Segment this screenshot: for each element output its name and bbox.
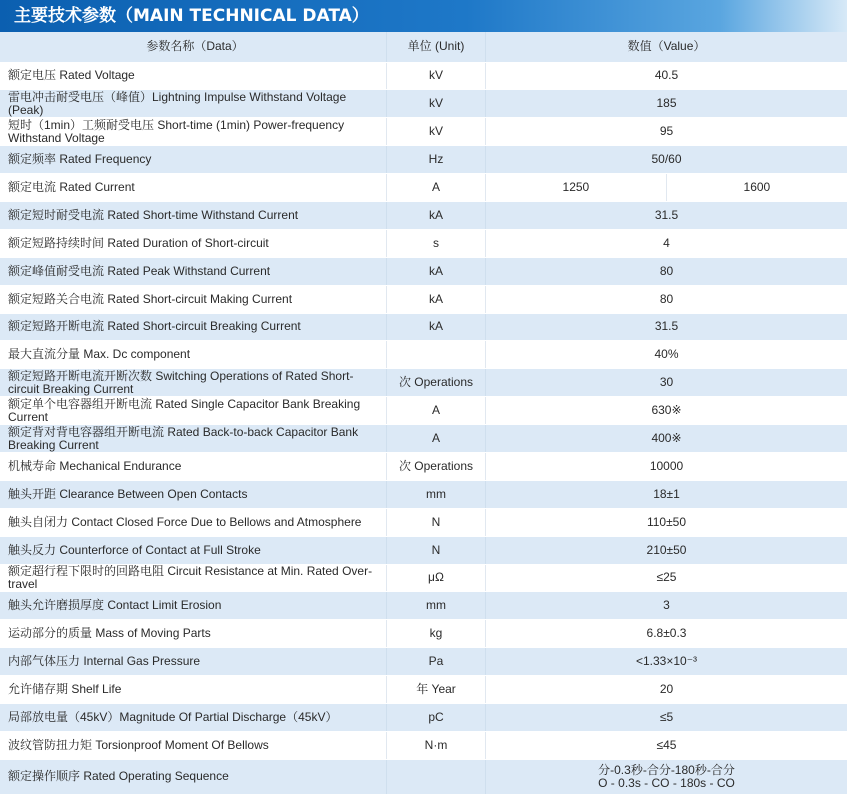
parameter-unit: s — [387, 229, 486, 257]
table-row — [0, 703, 847, 731]
parameter-value-line2: O - 0.3s - CO - 180s - CO — [598, 775, 735, 790]
parameter-name: 额定频率 Rated Frequency — [0, 146, 387, 174]
parameter-value: 10000 — [486, 452, 847, 480]
table-row — [0, 90, 847, 118]
parameter-name: 额定短路开断电流 Rated Short-circuit Breaking Current — [0, 313, 387, 341]
table-row — [0, 759, 847, 794]
table-row — [0, 508, 847, 536]
parameter-unit: 次 Operations — [387, 452, 486, 480]
parameter-unit: kV — [387, 90, 486, 118]
parameter-unit: Pa — [387, 648, 486, 676]
table-row — [0, 425, 847, 453]
technical-data-table — [0, 32, 847, 795]
parameter-unit: kg — [387, 620, 486, 648]
parameter-value: 6.8±0.3 — [486, 620, 847, 648]
column-header-value: 数值（Value） — [486, 32, 847, 62]
table-row — [0, 146, 847, 174]
parameter-value: 40.5 — [486, 62, 847, 90]
parameter-value: 110±50 — [486, 508, 847, 536]
table-row — [0, 452, 847, 480]
parameter-value: 3 — [486, 592, 847, 620]
page-title: 主要技术参数（MAIN TECHNICAL DATA） — [0, 0, 847, 32]
parameter-name: 允许储存期 Shelf Life — [0, 676, 387, 704]
parameter-value: 630※ — [486, 397, 847, 425]
table-row — [0, 620, 847, 648]
table-row — [0, 229, 847, 257]
parameter-value-line1: 分-0.3秒-合分-180秒-合分 — [598, 762, 735, 777]
parameter-name: 额定背对背电容器组开断电流 Rated Back-to-back Capacitor Bank Breaking Current — [0, 425, 387, 453]
parameter-value: 95 — [486, 118, 847, 146]
parameter-unit: N·m — [387, 731, 486, 759]
table-row — [0, 731, 847, 759]
parameter-name: 最大直流分量 Max. Dc component — [0, 341, 387, 369]
parameter-name: 额定单个电容器组开断电流 Rated Single Capacitor Bank Breaking Current — [0, 397, 387, 425]
parameter-value: ≤5 — [486, 703, 847, 731]
table-row — [0, 480, 847, 508]
parameter-name: 运动部分的质量 Mass of Moving Parts — [0, 620, 387, 648]
parameter-unit: A — [387, 174, 486, 202]
parameter-name: 雷电冲击耐受电压（峰值）Lightning Impulse Withstand Voltage (Peak) — [0, 90, 387, 118]
parameter-name: 波纹管防扭力矩 Torsionproof Moment Of Bellows — [0, 731, 387, 759]
table-row — [0, 257, 847, 285]
parameter-value: ≤25 — [486, 564, 847, 592]
parameter-value: <1.33×10⁻³ — [486, 648, 847, 676]
table-row — [0, 201, 847, 229]
parameter-unit: kV — [387, 62, 486, 90]
parameter-unit: kA — [387, 257, 486, 285]
table-row — [0, 62, 847, 90]
parameter-value: 31.5 — [486, 313, 847, 341]
parameter-name: 额定峰值耐受电流 Rated Peak Withstand Current — [0, 257, 387, 285]
parameter-unit: 次 Operations — [387, 369, 486, 397]
table-row — [0, 536, 847, 564]
table-row — [0, 341, 847, 369]
table-row — [0, 285, 847, 313]
parameter-value: 400※ — [486, 425, 847, 453]
parameter-unit: N — [387, 508, 486, 536]
parameter-value-alt: 1600 — [666, 174, 847, 202]
parameter-name: 触头自闭力 Contact Closed Force Due to Bellows and Atmosphere — [0, 508, 387, 536]
table-row — [0, 118, 847, 146]
parameter-unit — [387, 759, 486, 794]
parameter-name: 局部放电量（45kV）Magnitude Of Partial Discharge（45kV） — [0, 703, 387, 731]
table-row — [0, 564, 847, 592]
parameter-unit: 年 Year — [387, 676, 486, 704]
parameter-value: 31.5 — [486, 201, 847, 229]
parameter-unit — [387, 341, 486, 369]
parameter-value: 80 — [486, 257, 847, 285]
parameter-value: 4 — [486, 229, 847, 257]
column-header-data: 参数名称（Data） — [0, 32, 387, 62]
parameter-unit: A — [387, 425, 486, 453]
parameter-value: 210±50 — [486, 536, 847, 564]
parameter-value: 1250 — [486, 174, 667, 202]
parameter-unit: mm — [387, 592, 486, 620]
parameter-name: 机械寿命 Mechanical Endurance — [0, 452, 387, 480]
parameter-name: 额定超行程下限时的回路电阻 Circuit Resistance at Min. Rated Over-travel — [0, 564, 387, 592]
table-row — [0, 592, 847, 620]
parameter-value: 50/60 — [486, 146, 847, 174]
parameter-unit: N — [387, 536, 486, 564]
parameter-unit: kV — [387, 118, 486, 146]
parameter-unit: Hz — [387, 146, 486, 174]
column-header-unit: 单位 (Unit) — [387, 32, 486, 62]
table-body — [0, 62, 847, 794]
parameter-name: 额定短路持续时间 Rated Duration of Short-circuit — [0, 229, 387, 257]
parameter-name: 额定操作顺序 Rated Operating Sequence — [0, 759, 387, 794]
table-row — [0, 369, 847, 397]
parameter-name: 额定电流 Rated Current — [0, 174, 387, 202]
parameter-name: 内部气体压力 Internal Gas Pressure — [0, 648, 387, 676]
parameter-unit: kA — [387, 313, 486, 341]
parameter-name: 额定短路关合电流 Rated Short-circuit Making Current — [0, 285, 387, 313]
parameter-unit: kA — [387, 201, 486, 229]
table-row — [0, 648, 847, 676]
table-row — [0, 313, 847, 341]
parameter-unit: A — [387, 397, 486, 425]
parameter-unit: pC — [387, 703, 486, 731]
table-row — [0, 397, 847, 425]
parameter-name: 触头开距 Clearance Between Open Contacts — [0, 480, 387, 508]
parameter-value: ≤45 — [486, 731, 847, 759]
parameter-value: 30 — [486, 369, 847, 397]
parameter-value: 40% — [486, 341, 847, 369]
parameter-unit: mm — [387, 480, 486, 508]
parameter-name: 额定电压 Rated Voltage — [0, 62, 387, 90]
parameter-unit: μΩ — [387, 564, 486, 592]
parameter-value: 185 — [486, 90, 847, 118]
parameter-name: 短时（1min）工频耐受电压 Short-time (1min) Power-frequency Withstand Voltage — [0, 118, 387, 146]
parameter-unit: kA — [387, 285, 486, 313]
table-header-row — [0, 32, 847, 62]
parameter-value — [486, 759, 847, 794]
parameter-value: 80 — [486, 285, 847, 313]
parameter-value: 18±1 — [486, 480, 847, 508]
parameter-value: 20 — [486, 676, 847, 704]
parameter-name: 触头反力 Counterforce of Contact at Full Stroke — [0, 536, 387, 564]
table-row — [0, 174, 847, 202]
parameter-name: 额定短时耐受电流 Rated Short-time Withstand Current — [0, 201, 387, 229]
parameter-name: 触头允许磨损厚度 Contact Limit Erosion — [0, 592, 387, 620]
table-row — [0, 676, 847, 704]
parameter-name: 额定短路开断电流开断次数 Switching Operations of Rated Short-circuit Breaking Current — [0, 369, 387, 397]
